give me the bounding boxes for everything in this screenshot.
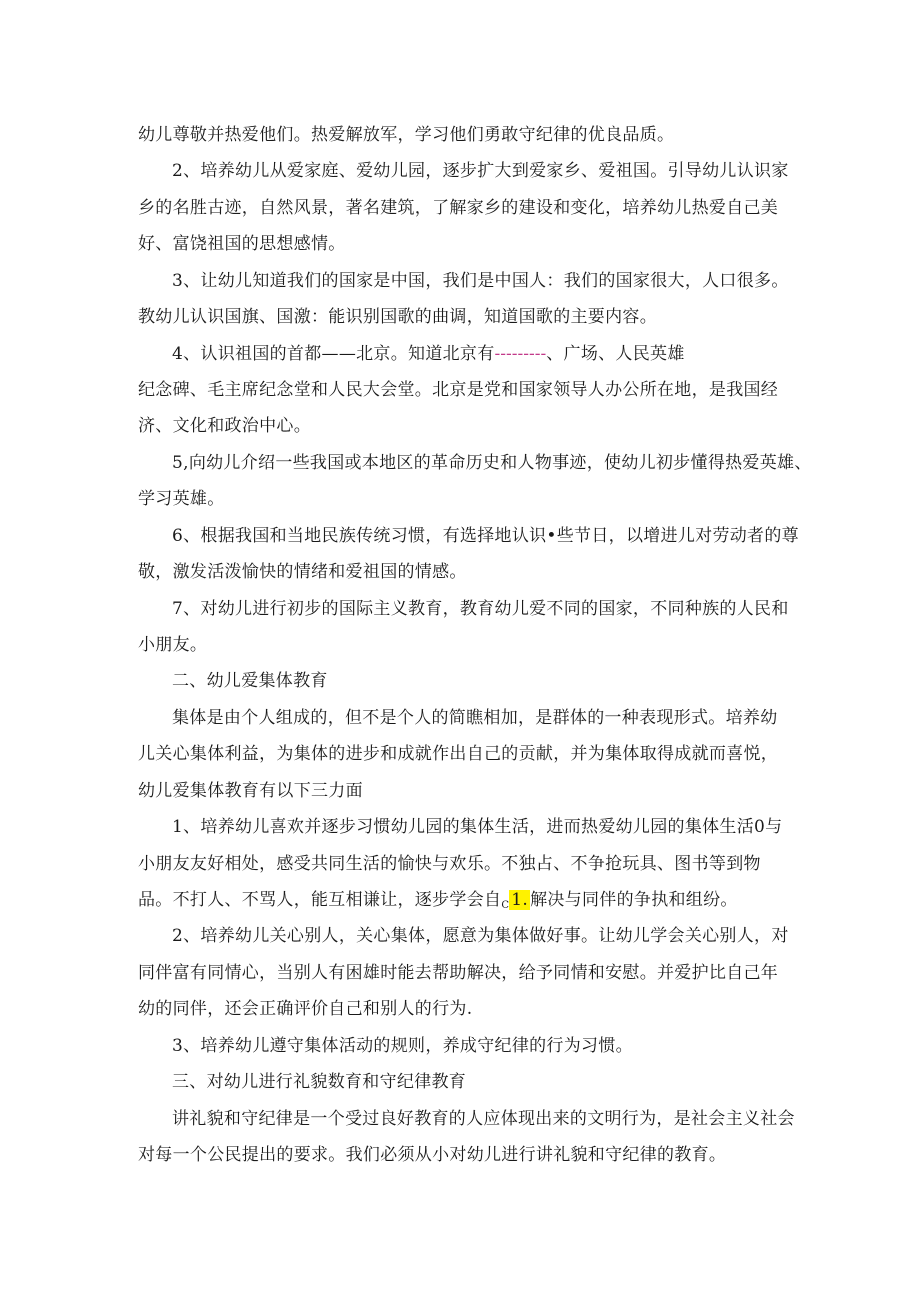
section-heading: 二、幼儿爱集体教育 [172, 671, 328, 691]
text-line: 教幼儿认识国旗、国激：能识别国歌的曲调，知道国歌的主要内容。 [138, 307, 657, 327]
text-segment: 品。不打人、不骂人，能互相谦让，逐步学会自 [138, 890, 502, 910]
text-segment: 、广场、人民英雄 [546, 344, 685, 364]
text-line: 6、根据我国和当地民族传统习惯，有选择地认识•些节日，以增进儿对劳动者的尊 [172, 526, 799, 546]
text-line: 小朋友友好相处，感受共同生活的愉快与欢乐。不独占、不争抢玩具、图书等到物 [138, 854, 761, 874]
text-line: 幼儿爱集体教育有以下三力面 [138, 781, 363, 801]
text-line: 3、让幼儿知道我们的国家是中国，我们是中国人：我们的国家很大，人口很多。 [172, 271, 789, 291]
text-line: 2、培养幼儿关心别人，关心集体，愿意为集体做好事。让幼儿学会关心别人，对 [172, 926, 789, 946]
text-line: 敬，激发活泼愉快的情绪和爱祖国的情感。 [138, 562, 467, 582]
text-line: 幼的同伴，还会正确评价自己和别人的行为. [138, 999, 473, 1019]
blank-dash-marks: --------- [494, 344, 547, 364]
text-line: 好、富饶祖国的思想感情。 [138, 234, 346, 254]
highlighted-mark: 1. [511, 890, 529, 910]
section-heading: 三、对幼儿进行礼貌数育和守纪律教育 [172, 1072, 467, 1092]
text-segment: 4、认识祖国的首都——北京。知道北京有 [172, 344, 495, 364]
text-line: 集体是由个人组成的，但不是个人的简瞧相加，是群体的一种表现形式。培养幼 [172, 708, 778, 728]
text-line: 对每一个公民提出的要求。我们必须从小对幼儿进行讲礼貌和守纪律的教育。 [138, 1145, 727, 1165]
text-line: 济、文化和政治中心。 [138, 416, 311, 436]
text-line: 学习英雄。 [138, 489, 225, 509]
text-segment: 解决与同伴的争执和组纷。 [530, 890, 738, 910]
text-line: 2、培养幼儿从爱家庭、爱幼儿园，逐步扩大到爱家乡、爱祖国。引导幼儿认识家 [172, 161, 789, 181]
text-line: 纪念碑、毛主席纪念堂和人民大会堂。北京是党和国家领导人办公所在地，是我国经 [138, 380, 779, 400]
text-line: 幼儿尊敬并热爱他们。热爱解放军，学习他们勇敢守纪律的优良品质。 [138, 125, 675, 145]
text-line [0, 342, 685, 366]
stray-mark: C [501, 900, 510, 911]
text-line: 7、对幼儿进行初步的国际主义教育，教育幼儿爱不同的国家，不同种族的人民和 [172, 599, 789, 619]
text-line: 小朋友。 [138, 635, 208, 655]
text-line: 3、培养幼儿遵守集体活动的规则，养成守纪律的行为习惯。 [172, 1036, 633, 1056]
text-line: 1、培养幼儿喜欢并逐步习惯幼儿园的集体生活，进而热爱幼儿园的集体生活0与 [172, 817, 783, 837]
text-line: 5,向幼儿介绍一些我国或本地区的革命历史和人物事迹，使幼儿初步懂得热爱英雄、 [172, 453, 812, 473]
text-line: 乡的名胜古迹，自然风景，著名建筑，了解家乡的建设和变化，培养幼儿热爱自己美 [138, 198, 779, 218]
text-line [0, 888, 738, 918]
text-line: 讲礼貌和守纪律是一个受过良好教育的人应体现出来的文明行为，是社会主义社会 [172, 1109, 795, 1129]
text-line: 儿关心集体利益，为集体的进步和成就作出自己的贡献，并为集体取得成就而喜悦， [138, 744, 779, 764]
text-line: 同伴富有同情心，当别人有困雄时能去帮助解决，给予同情和安慰。并爱护比自己年 [138, 963, 779, 983]
